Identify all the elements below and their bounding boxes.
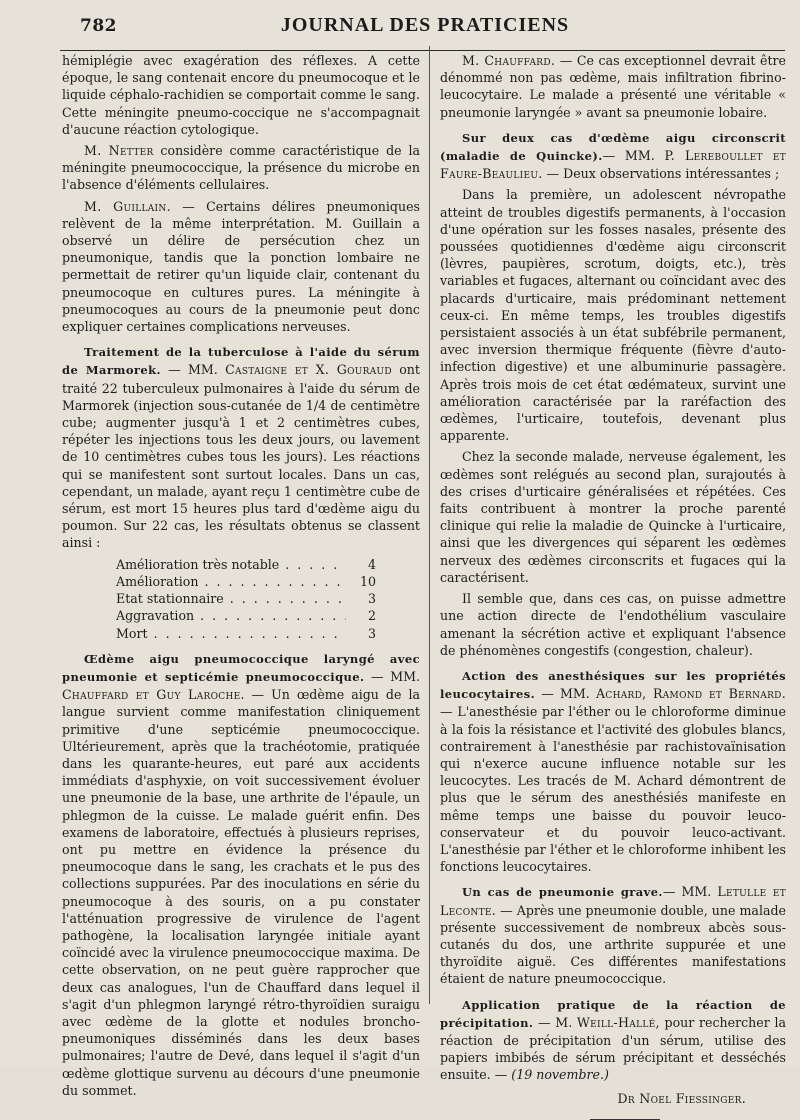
paragraph-continuation: hémiplégie avec exagération des réflexes. A cette époque, le sang contenait encore du pneumocoque et le liquide céphalo-rachidien se comportait comme le sang. Cette méningite pneumo-coccique ne s'accompagnait d'aucune réaction cytologique. bbox=[62, 53, 420, 137]
journal-title: JOURNAL DES PRATICIENS bbox=[280, 14, 570, 36]
header-rule bbox=[60, 50, 785, 51]
result-count: 3 bbox=[367, 625, 376, 641]
section-marmorek bbox=[62, 343, 420, 551]
session-date: (19 novembre.) bbox=[511, 1067, 609, 1083]
table-row bbox=[62, 573, 376, 590]
right-column bbox=[440, 52, 786, 1120]
author-names: Achard, Ramond et Bernard. bbox=[596, 686, 786, 702]
section-title: Sur deux cas d'œdème aigu circonscrit (maladie de Quincke). bbox=[440, 130, 786, 164]
results-table bbox=[62, 556, 420, 642]
section-text: pour rechercher la réaction de précipitation d'un sérum, utilise des papiers imbibés de sérum précipitant et desséchés ensuite. — bbox=[440, 1014, 786, 1083]
author-names: Chauffard et Guy Laroche bbox=[62, 687, 241, 703]
column-divider bbox=[429, 46, 430, 1004]
section-title: Un cas de pneumonie grave. bbox=[462, 885, 663, 900]
section-oedeme-laryngé bbox=[62, 650, 420, 1099]
result-count: 3 bbox=[367, 591, 376, 607]
paragraph-text: — Certains délires pneumoniques relèvent de la même interprétation. M. Guillain a observé un délire de persécution chez un pneumonique, tandis que la ponction lombaire ne permettait de retirer qu'un liquide clair, contenant du pneumocoque en cultures pures. La méningite à pneumocoques au cours de la pneumonie peut donc expliquer certaines complications nerveuses. bbox=[62, 198, 420, 335]
section-text: ont traité 22 tuberculeux pulmonaires à l'aide du sérum de Marmorek (injection sous-cutanée de 1/4 de centimètre cube; augmenter jusqu'à 1 et 2 centimètres cubes, répéter les injections tous les deux jours, ou lavement de 10 centimètres cubes tous les jours). Les réactions qui se manifestent sont surtout locales. Dans un cas, cependant, un malade, ayant reçu 1 centimètre cube de sérum, est mort 15 heures plus tard d'œdème aigu du poumon. Sur 22 cas, les résultats obtenus se classent ainsi : bbox=[62, 362, 420, 551]
left-column bbox=[62, 52, 420, 1103]
paragraph-conclusion: Il semble que, dans ces cas, on puisse admettre une action directe de l'endothélium vasculaire amenant la sécrétion active et expliquant l'absence de phénomènes congestifs (congestion, chaleur). bbox=[440, 591, 786, 658]
author-names: Weill-Hallé, bbox=[576, 1014, 660, 1030]
paragraph-text: — Ce cas exceptionnel devrait être dénommé non pas œdème, mais infiltration fibrino-leucocytaire. Le malade a présenté une véritable « pneumonie laryngée » avant sa pneumonie lobaire. bbox=[440, 53, 786, 120]
paragraph-text: considère comme caractéristique de la méningite pneumococcique, la présence du microbe en l'absence d'éléments cellulaires. bbox=[62, 143, 420, 193]
paragraph-first-case: Dans la première, un adolescent névropathe atteint de troubles digestifs permanents, à l'occasion d'une opération sur les fosses nasales, présente des poussées quotidiennes d'œdème aigu circonscrit (lèvres, paupières, scrotum, doigts, etc.), très variables et fugaces, alternant ou coïncidant avec des placards d'urticaire, mais prédominant nettement ceux-ci. En même temps, les troubles digestifs persistaient associés à un état subfébrile permanent, avec inversion thermique fréquente (fièvre d'auto-infection digestive) et une albuminurie passagère. Après trois mois de cet état œdémateux, survint une amélioration caractérisée par la raréfaction des œdèmes, l'urticaire, toutefois, devenant plus apparente. bbox=[440, 187, 786, 444]
section-quincke bbox=[440, 129, 786, 183]
speaker-name: M. Chauffard. bbox=[462, 53, 556, 68]
speaker-name: M. Netter bbox=[84, 143, 154, 159]
page-number: 782 bbox=[80, 16, 117, 36]
paragraph-second-case: Chez la seconde malade, nerveuse également, les œdèmes sont relégués au second plan, surajoutés à des crises d'urticaire généralisées et répétées. Ces faits contribuent à montrer la proche parenté clinique qui relie la maladie de Quincke à l'urticaire, ainsi que les divergences qui séparent les œdèmes nerveux des œdèmes circonscrits et fugaces qui la caractérisent. bbox=[440, 449, 786, 585]
section-title: Application pratique de la réaction de précipitation. bbox=[440, 997, 786, 1030]
author-names: P. Lereboullet et Faure-Beaulieu. bbox=[440, 148, 786, 182]
separator: — MM. bbox=[535, 686, 597, 702]
paragraph-chauffard bbox=[440, 52, 786, 121]
separator: — M. bbox=[533, 1014, 577, 1030]
author-signature: Dr Noel Fiessinger. bbox=[617, 1090, 746, 1106]
page-header bbox=[0, 10, 800, 46]
table-row bbox=[62, 625, 376, 642]
result-label: Aggravation . . . bbox=[116, 607, 346, 624]
section-text: — L'anesthésie par l'éther ou le chloroforme diminue à la fois la résistance et l'activité des globules blancs, contrairement à l'anesthésie par rachistovaïnisation qui n'exerce aucune influence notable sur les leucocytes. Les tracés de M. Achard démontrent de plus que le sérum des anesthésiés manifeste en même temps une baisse du pouvoir leuco-conservateur et du pouvoir leuco-activant. L'anesthésie par l'éther et le chloroforme inhibent les fonctions leucocytaires. bbox=[440, 704, 786, 875]
table-row bbox=[62, 556, 376, 573]
speaker-name: M. Guillain. bbox=[84, 198, 171, 214]
signature bbox=[440, 1090, 786, 1107]
section-title: Traitement de la tuberculose à l'aide du sérum de Marmorek. bbox=[62, 345, 420, 378]
section-text: — Deux observations intéressantes ; bbox=[542, 166, 780, 182]
section-pneumonie-grave bbox=[440, 883, 786, 987]
section-precipitation bbox=[440, 996, 786, 1084]
section-title: Action des anesthésiques sur les propriétés leucocytaires. bbox=[440, 668, 786, 702]
result-count: 4 bbox=[367, 556, 376, 572]
author-names: Castaigne et X. Gouraud bbox=[225, 362, 392, 378]
section-anesthesiques bbox=[440, 667, 786, 875]
separator: — MM. bbox=[364, 668, 420, 684]
result-label: Mort . . . bbox=[116, 625, 346, 642]
section-text: . — Un œdème aigu de la langue survient comme manifestation cliniquement primitive d'une septicémie pneumococcique. Ultérieurement, après que la trachéotomie, pratiquée dans les quarante-heures, eut paré aux accidents immédiats d'asphyxie, on voit successivement évoluer une pneumonie de la base, une arthrite de l'épaule, un phlegmon de la cuisse. Le malade guérit enfin. Des examens de laboratoire, effectués à plusieurs reprises, ont pu mettre en évidence la présence du pneumocoque dans le sang, les crachats et le pus des collections suppurées. Par des inoculations en série du pneumocoque à des souris, on a pu constater l'atténuation progressive de virulence de l'agent pathogène, la localisation laryngée initiale ayant coïncidé avec la virulence pneumococcique maxima. De cette observation, on ne peut guère rapprocher que deux cas analogues, l'un de Chauffard dans lequel il s'agit d'un phlegmon laryngé rétro-thyroïdien suraigu avec œdème de la glotte et nodules broncho-pneumoniques disséminés dans les deux bases pulmonaires; l'autre de Devé, dans lequel il s'agit d'un œdème glottique survenu au décours d'une pneumonie du sommet. bbox=[62, 687, 420, 1098]
table-row bbox=[62, 590, 376, 607]
paragraph-guillain bbox=[62, 198, 420, 336]
result-count: 2 bbox=[367, 608, 376, 624]
result-count: 10 bbox=[359, 573, 376, 589]
separator: — MM. bbox=[662, 884, 718, 900]
table-row bbox=[62, 607, 376, 624]
separator: — MM. bbox=[602, 148, 665, 164]
section-title: Œdème aigu pneumococcique laryngé avec pneumonie et septicémie pneumococcique. bbox=[62, 651, 420, 684]
section-text: — Après une pneumonie double, une malade présente successivement de nombreux abcès sous-cutanés du dos, une arthrite suppurée et une thyroïdite aiguë. Ces différentes manifestations étaient de nature pneumococcique. bbox=[440, 902, 786, 987]
result-label: Amélioration . . . bbox=[116, 573, 346, 590]
author-names: Letulle et Leconte. bbox=[440, 884, 786, 918]
result-label: Etat stationnaire . . . bbox=[116, 590, 346, 607]
separator: — MM. bbox=[160, 362, 226, 378]
paragraph-netter bbox=[62, 142, 420, 194]
result-label: Amélioration très notable . . . bbox=[116, 556, 346, 573]
